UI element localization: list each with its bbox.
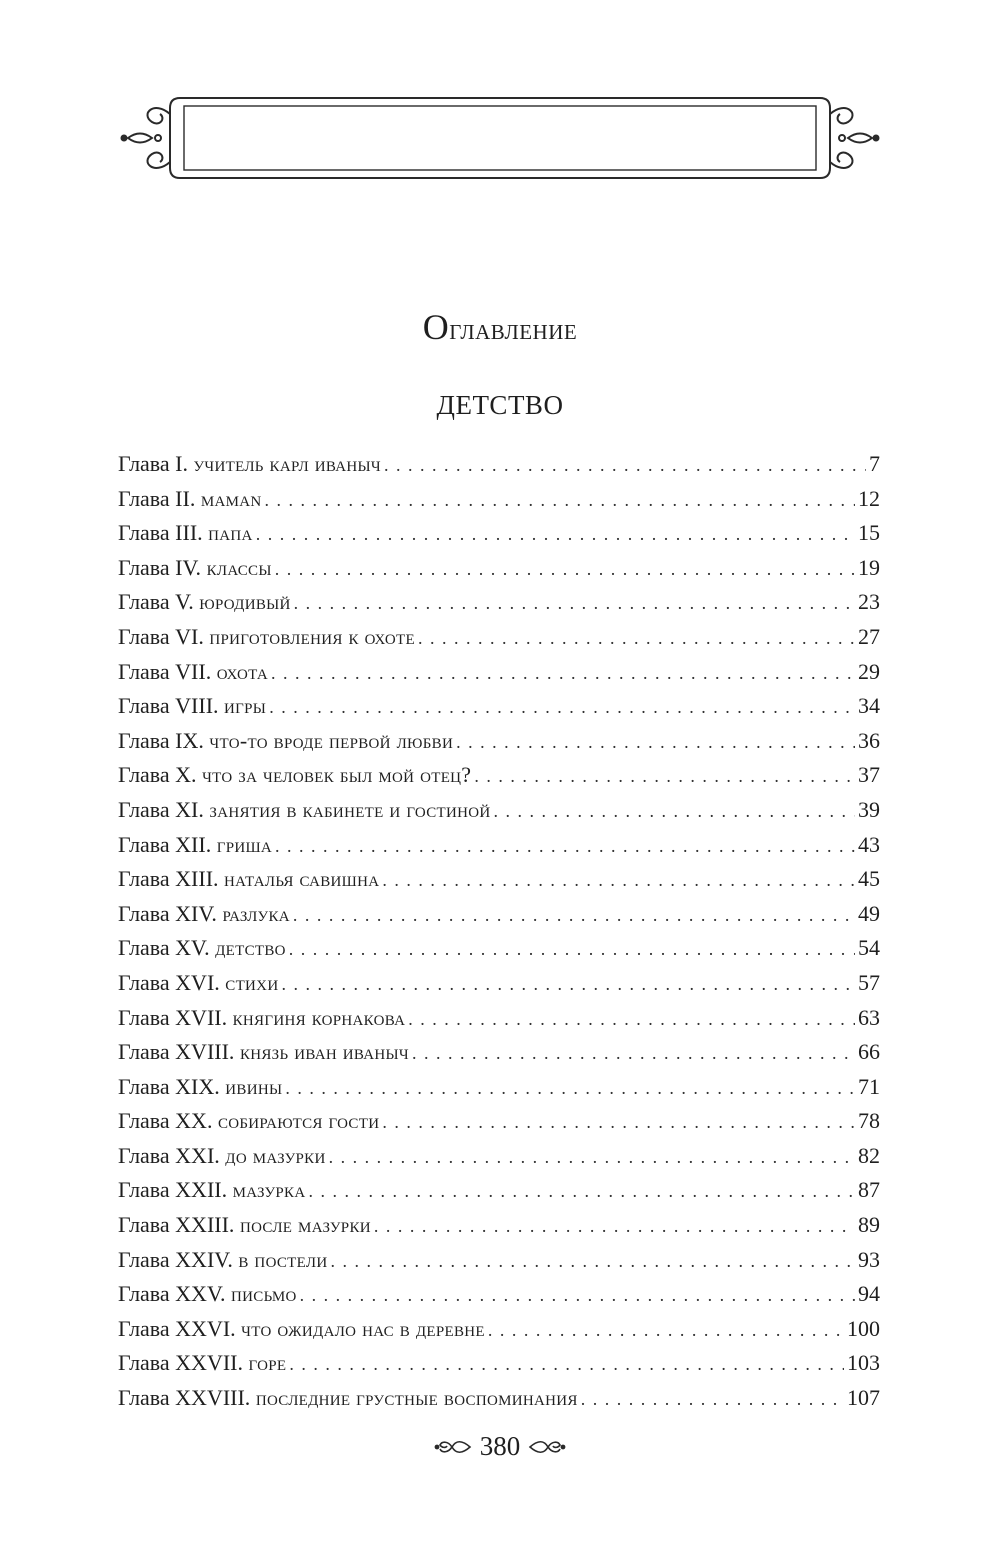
page-title: [0, 306, 1000, 348]
toc-page-number: 94: [858, 1281, 880, 1307]
toc-entry-label: [118, 551, 272, 586]
toc-entry-label: [118, 862, 379, 897]
toc-entry-label: [118, 1381, 578, 1416]
toc-chapter-title: папа: [208, 520, 253, 546]
toc-dot-leader: [300, 1278, 855, 1313]
toc-dot-leader: [382, 1105, 855, 1140]
page-number: 380: [479, 1431, 521, 1461]
toc-dot-leader: [308, 1174, 855, 1209]
toc-entry: [118, 1277, 880, 1312]
toc-chapter-title: мазурка: [232, 1177, 306, 1203]
toc-entry: [118, 1208, 880, 1243]
footer-right-ornament-icon: [528, 1436, 566, 1458]
toc-page-number: 89: [858, 1212, 880, 1238]
toc-chapter-number: Глава VII.: [118, 658, 212, 684]
toc-chapter-number: Глава VI.: [118, 623, 204, 649]
toc-chapter-number: Глава V.: [118, 589, 194, 615]
toc-page-number: 39: [858, 796, 880, 822]
toc-dot-leader: [488, 1313, 844, 1348]
toc-entry: [118, 551, 880, 586]
toc-entry: [118, 724, 880, 759]
footer-left-ornament-icon: [434, 1436, 472, 1458]
toc-entry: [118, 828, 880, 863]
toc-page-number: 45: [858, 866, 880, 892]
toc-page-number: 37: [858, 762, 880, 788]
page-title-rest: главление: [449, 313, 578, 346]
toc-page-number: 43: [858, 831, 880, 857]
toc-dot-leader: [275, 829, 855, 864]
toc-chapter-number: Глава XIII.: [118, 866, 219, 892]
toc-entry-label: [118, 724, 453, 759]
toc-entry-label: [118, 447, 381, 482]
toc-page-number: 103: [847, 1350, 880, 1376]
toc-chapter-number: Глава IV.: [118, 554, 202, 580]
toc-chapter-number: Глава XXVIII.: [118, 1385, 251, 1411]
toc-dot-leader: [281, 967, 855, 1002]
toc-page-number: 19: [858, 554, 880, 580]
toc-chapter-number: Глава XXIII.: [118, 1212, 235, 1238]
toc-dot-leader: [456, 725, 855, 760]
toc-entry: [118, 482, 880, 517]
page-title-initial: О: [422, 307, 450, 347]
toc-entry-label: [118, 1139, 326, 1174]
toc-entry-label: [118, 758, 471, 793]
toc-entry: [118, 758, 880, 793]
toc-entry: [118, 1001, 880, 1036]
toc-chapter-title: что-то вроде первой любви: [209, 727, 454, 753]
toc-chapter-title: князь иван иваныч: [239, 1039, 409, 1065]
toc-dot-leader: [285, 1071, 855, 1106]
toc-chapter-title: юродивый: [199, 589, 291, 615]
toc-chapter-title: стихи: [225, 969, 279, 995]
toc-page-number: 49: [858, 900, 880, 926]
toc-entry-label: [118, 793, 491, 828]
toc-entry-label: [118, 1070, 282, 1105]
toc-entry-label: [118, 931, 286, 966]
toc-dot-leader: [289, 932, 855, 967]
toc-entry: [118, 1243, 880, 1278]
toc-chapter-number: Глава IX.: [118, 727, 204, 753]
toc-chapter-title: приготовления к охоте: [209, 623, 415, 649]
toc-page-number: 87: [858, 1177, 880, 1203]
toc-entry-label: [118, 585, 291, 620]
toc-entry: [118, 793, 880, 828]
toc-chapter-number: Глава XXVI.: [118, 1315, 236, 1341]
toc-chapter-title: классы: [206, 554, 272, 580]
toc-dot-leader: [494, 794, 855, 829]
toc-entry: [118, 862, 880, 897]
toc-chapter-number: Глава XXIV.: [118, 1246, 233, 1272]
toc-chapter-number: Глава III.: [118, 520, 203, 546]
toc-dot-leader: [382, 863, 855, 898]
toc-chapter-number: Глава XI.: [118, 796, 204, 822]
toc-chapter-number: Глава XVII.: [118, 1004, 228, 1030]
toc-dot-leader: [275, 552, 855, 587]
toc-chapter-title: письмо: [231, 1281, 297, 1307]
toc-chapter-title: охота: [216, 658, 269, 684]
toc-chapter-number: Глава XXV.: [118, 1281, 226, 1307]
toc-entry-label: [118, 1035, 409, 1070]
toc-page-number: 27: [858, 623, 880, 649]
toc-chapter-number: Глава VIII.: [118, 693, 219, 719]
toc-entry: [118, 1035, 880, 1070]
toc-chapter-number: Глава XVIII.: [118, 1039, 235, 1065]
toc-entry: [118, 1381, 880, 1416]
toc-entry-label: [118, 897, 290, 932]
toc-chapter-title: детство: [215, 935, 286, 961]
toc-chapter-number: Глава XX.: [118, 1108, 213, 1134]
toc-entry-label: [118, 1243, 328, 1278]
toc-entry-label: [118, 482, 262, 517]
toc-dot-leader: [374, 1209, 855, 1244]
toc-page-number: 82: [858, 1142, 880, 1168]
toc-entry-label: [118, 655, 268, 690]
toc-chapter-title: последние грустные воспоминания: [255, 1385, 578, 1411]
toc-chapter-number: Глава X.: [118, 762, 197, 788]
toc-chapter-number: Глава XV.: [118, 935, 210, 961]
toc-page-number: 34: [858, 693, 880, 719]
toc-chapter-title: разлука: [222, 900, 290, 926]
section-title: ДЕТСТВО: [436, 390, 564, 420]
toc-entry: [118, 516, 880, 551]
toc-entry-label: [118, 1173, 305, 1208]
toc-dot-leader: [408, 1002, 855, 1037]
toc-page-number: 12: [858, 485, 880, 511]
toc-dot-leader: [329, 1140, 855, 1175]
toc-chapter-title: занятия в кабинете и гостиной: [209, 796, 491, 822]
toc-page-number: 66: [858, 1039, 880, 1065]
toc-dot-leader: [581, 1382, 844, 1417]
toc-page-number: 54: [858, 935, 880, 961]
toc-entry: [118, 447, 880, 482]
toc-chapter-number: Глава II.: [118, 485, 196, 511]
toc-dot-leader: [269, 690, 855, 725]
toc-entry: [118, 585, 880, 620]
toc-page-number: 36: [858, 727, 880, 753]
toc-entry: [118, 966, 880, 1001]
toc-chapter-title: до мазурки: [225, 1142, 326, 1168]
toc-page-number: 107: [847, 1385, 880, 1411]
toc-entry: [118, 689, 880, 724]
toc-dot-leader: [331, 1244, 855, 1279]
toc-entry: [118, 620, 880, 655]
toc-entry-label: [118, 1277, 297, 1312]
toc-chapter-number: Глава XXII.: [118, 1177, 228, 1203]
toc-dot-leader: [256, 517, 855, 552]
toc-chapter-number: Глава XVI.: [118, 969, 220, 995]
toc-dot-leader: [412, 1036, 855, 1071]
toc-entry: [118, 1139, 880, 1174]
toc-page-number: 15: [858, 520, 880, 546]
toc-entry: [118, 931, 880, 966]
toc-dot-leader: [265, 483, 855, 518]
toc-page-number: 71: [858, 1073, 880, 1099]
toc-entry: [118, 1346, 880, 1381]
toc-chapter-number: Глава XIX.: [118, 1073, 220, 1099]
toc-page-number: 78: [858, 1108, 880, 1134]
toc-entry-label: [118, 689, 266, 724]
toc-entry-label: [118, 620, 415, 655]
toc-chapter-title: игры: [224, 693, 267, 719]
toc-chapter-title: горе: [248, 1350, 287, 1376]
toc-entry-label: [118, 516, 253, 551]
toc-dot-leader: [418, 621, 855, 656]
toc-entry-label: [118, 1208, 371, 1243]
toc-entry: [118, 897, 880, 932]
toc-page-number: 29: [858, 658, 880, 684]
toc-chapter-title: собираются гости: [217, 1108, 380, 1134]
toc-page-number: 57: [858, 969, 880, 995]
toc-chapter-number: Глава I.: [118, 451, 188, 476]
toc-chapter-title: в постели: [238, 1246, 328, 1272]
toc-chapter-number: Глава XXI.: [118, 1142, 220, 1168]
header-ornament-frame: [118, 92, 882, 184]
toc-page-number: 93: [858, 1246, 880, 1272]
toc-chapter-number: Глава XIV.: [118, 900, 217, 926]
toc-dot-leader: [271, 656, 855, 691]
toc-dot-leader: [384, 448, 866, 483]
toc-chapter-title: гриша: [216, 831, 273, 857]
table-of-contents: [118, 447, 880, 1416]
toc-entry: [118, 655, 880, 690]
toc-dot-leader: [293, 898, 855, 933]
toc-chapter-title: ивины: [225, 1073, 283, 1099]
toc-page-number: 7: [869, 451, 880, 476]
toc-entry: [118, 1070, 880, 1105]
page-footer: [0, 1431, 1000, 1462]
toc-page-number: 23: [858, 589, 880, 615]
toc-entry: [118, 1173, 880, 1208]
toc-chapter-title: что за человек был мой отец?: [202, 762, 472, 788]
toc-entry-label: [118, 1312, 485, 1347]
toc-dot-leader: [289, 1347, 844, 1382]
toc-chapter-title: что ожидало нас в деревне: [241, 1315, 485, 1341]
toc-entry: [118, 1312, 880, 1347]
toc-entry-label: [118, 1346, 286, 1381]
toc-chapter-title: княгиня корнакова: [232, 1004, 406, 1030]
toc-chapter-title: после мазурки: [239, 1212, 371, 1238]
toc-dot-leader: [294, 586, 855, 621]
toc-chapter-title: учитель карл иваныч: [193, 451, 381, 476]
toc-dot-leader: [474, 759, 855, 794]
toc-chapter-number: Глава XII.: [118, 831, 212, 857]
toc-entry-label: [118, 828, 272, 863]
toc-chapter-title: maman: [200, 485, 262, 511]
toc-chapter-title: наталья савишна: [224, 866, 380, 892]
toc-entry-label: [118, 1104, 379, 1139]
toc-entry: [118, 1104, 880, 1139]
toc-page-number: 100: [847, 1315, 880, 1341]
toc-entry-label: [118, 1001, 405, 1036]
toc-entry-label: [118, 966, 278, 1001]
toc-chapter-number: Глава XXVII.: [118, 1350, 243, 1376]
toc-page-number: 63: [858, 1004, 880, 1030]
